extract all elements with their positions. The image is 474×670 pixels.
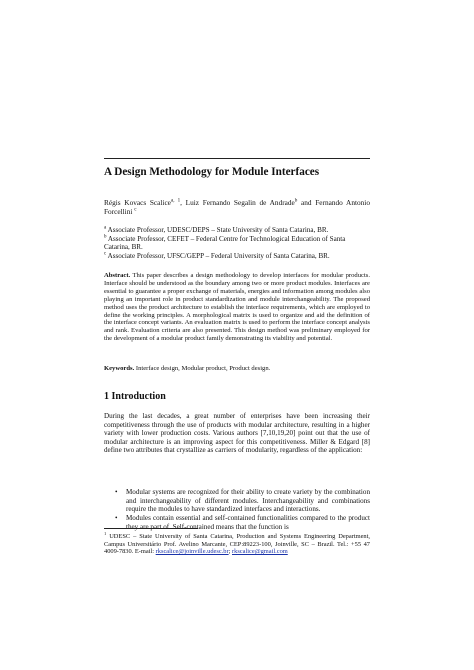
bullet-icon: •	[115, 488, 118, 496]
footnote-mark: 1	[104, 530, 107, 536]
footnote-rule	[104, 528, 198, 529]
affiliation-text: Associate Professor, UDESC/DEPS – State University of Santa Catarina, BR.	[106, 226, 329, 234]
title-rule	[104, 158, 370, 159]
author-list	[104, 198, 370, 216]
abstract-label: Abstract.	[104, 272, 131, 279]
bullet-icon: •	[115, 514, 118, 523]
affiliation-item	[104, 235, 370, 252]
affiliation-mark: b	[104, 234, 107, 240]
bullet-list	[104, 488, 370, 532]
author-name: and Fernando Antonio Forcellini	[104, 198, 370, 217]
affiliation-text: Associate Professor, UFSC/GEPP – Federal University of Santa Catarina, BR.	[106, 251, 330, 260]
list-item-text: Modules contain essential and self-contained functionalities compared to the product they are part of. Self-contained means that the function is	[126, 514, 370, 531]
affiliation-item	[104, 252, 370, 261]
author-superscript: a, 1	[170, 197, 181, 204]
affiliation-text: Associate Professor, CEFET – Federal Centre for Technological Education of Santa Catarina, BR.	[104, 234, 346, 252]
keywords-text: Interface design, Modular product, Product design.	[134, 365, 271, 372]
footnote	[104, 530, 370, 556]
keywords	[104, 365, 370, 373]
author-name: Régis Kovacs Scalice	[104, 198, 171, 207]
author-superscript: b	[294, 197, 298, 204]
footnote-separator: ;	[228, 548, 232, 556]
affiliation-mark: a	[104, 225, 107, 231]
list-item-text: Modular systems are recognized for their ability to create variety by the combination and interchangeability of different modules. Interchangeability and combinations require the modules to have standardized interfaces and interactions.	[126, 488, 370, 513]
affiliation-mark: c	[104, 251, 107, 257]
section-heading: 1 Introduction	[104, 391, 166, 402]
abstract-text: This paper describes a design methodology to develop interfaces for modular products. Interface should be understood as the boundary among two or more product modules. Interfaces are essential to guarantee a proper exchange of materials, energies and information among modules also playing an important role in product standardization and module interchangeability. The proposed method uses the product architecture to establish the interface requirements, which are employed to define the working principles. A morphological matrix is used to organize and aid the definition of the interface concept variants. An evaluation matrix is used to perform the interface concept analysis and rank. Evaluation criteria are also presented. This design method was preliminary employed for the development of a modular product family demonstrating its viability and potential.	[104, 272, 370, 343]
abstract	[104, 272, 370, 343]
email-link[interactable]: rkscalice@joinville.udesc.br	[155, 548, 229, 556]
keywords-label: Keywords.	[104, 365, 135, 372]
email-link[interactable]: rkscalice@gmail.com	[232, 548, 288, 556]
affiliations	[104, 226, 370, 260]
author-name: , Luiz Fernando Segalin de Andrade	[180, 198, 295, 207]
list-item	[104, 488, 370, 514]
paper-title: A Design Methodology for Module Interfaces	[104, 166, 320, 178]
author-superscript: c	[134, 206, 137, 213]
affiliation-item	[104, 226, 370, 235]
footnote-text: UDESC – State University of Santa Catarina, Production and Systems Engineering Department, Campus Universitário Prof. Avelino Marcante, CEP:89223-100, Joinville, SC – Brazil. Tel.: +55 47 4009-7830. E-mail:	[104, 533, 370, 556]
intro-paragraph: During the last decades, a great number of enterprises have been increasing their competitiveness through the use of products with modular architecture, resulting in a higher variety with lower production costs. Various authors [7,10,19,20] point out that the use of modular architecture is an improving aspect for this competitiveness. Miller & Edgard [8] define two attributes that crystallize as carriers of modularity, regardless of the application:	[104, 412, 370, 454]
